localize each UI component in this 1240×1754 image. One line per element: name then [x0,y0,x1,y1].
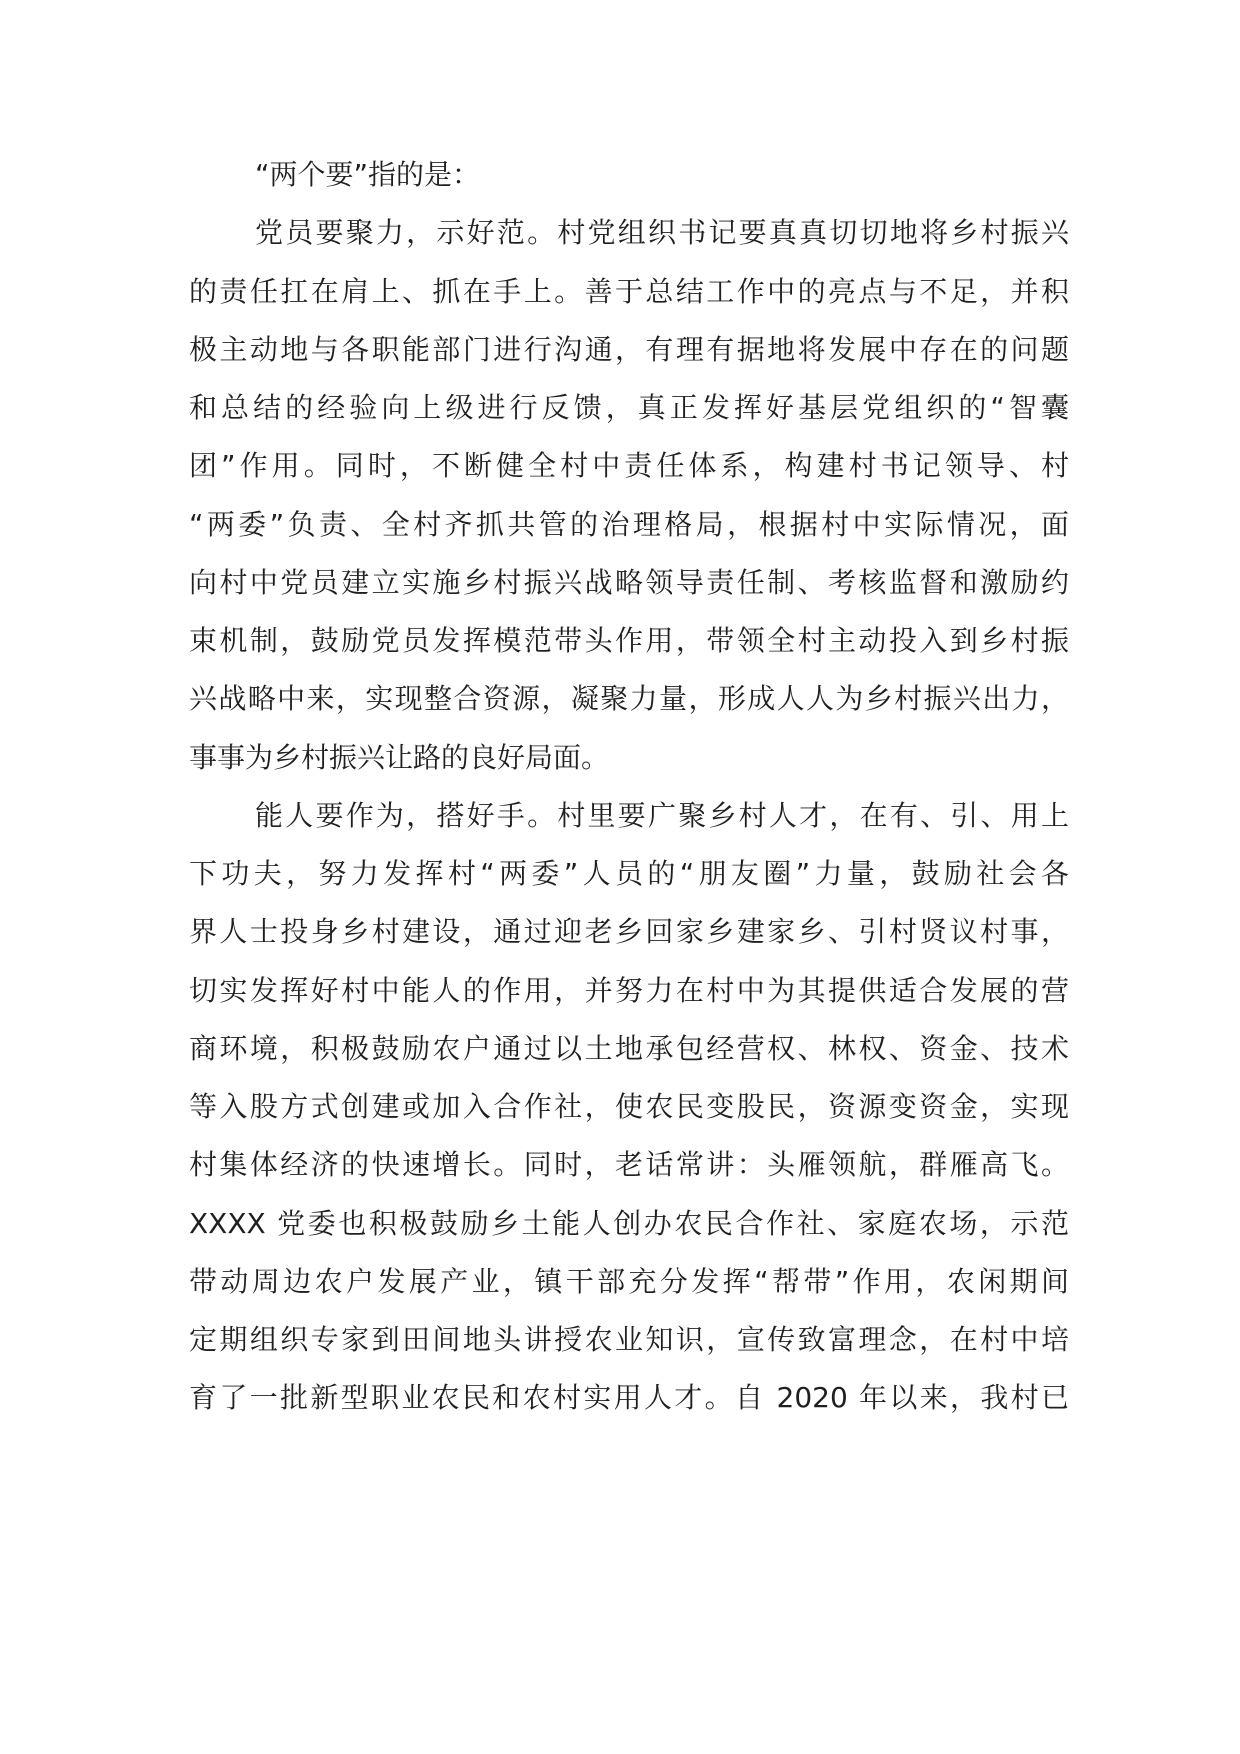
paragraph-1-line-7: 向村中党员建立实施乡村振兴战略领导责任制、考核监督和激励约 [189,566,1069,599]
paragraph-2-line-3: 界人士投身乡村建设，通过迎老乡回家乡建家乡、引村贤议村事， [189,915,1069,948]
paragraph-2-line-2: 下功夫，努力发挥村“两委”人员的“朋友圈”力量，鼓励社会各 [189,857,1069,890]
paragraph-2-line-10: 定期组织专家到田间地头讲授农业知识，宣传致富理念，在村中培 [189,1323,1069,1356]
paragraph-1-line-5: 团”作用。同时，不断健全村中责任体系，构建村书记领导、村 [189,449,1069,482]
paragraph-1-line-3: 极主动地与各职能部门进行沟通，有理有据地将发展中存在的问题 [189,333,1069,366]
paragraph-1-line-8: 束机制，鼓励党员发挥模范带头作用，带领全村主动投入到乡村振 [189,624,1069,657]
paragraph-2-line-11: 育了一批新型职业农民和农村实用人才。自 2020 年以来，我村已 [189,1381,1069,1414]
paragraph-2-line-1: 能人要作为，搭好手。村里要广聚乡村人才，在有、引、用上 [255,799,1069,832]
paragraph-1-line-9: 兴战略中来，实现整合资源，凝聚力量，形成人人为乡村振兴出力， [189,682,1069,715]
paragraph-1-line-4: 和总结的经验向上级进行反馈，真正发挥好基层党组织的“智囊 [189,391,1069,424]
paragraph-1-line-1: 党员要聚力，示好范。村党组织书记要真真切切地将乡村振兴 [255,216,1069,249]
paragraph-2-line-7: 村集体经济的快速增长。同时，老话常讲：头雁领航，群雁高飞。 [189,1148,1069,1181]
paragraph-1-line-10: 事事为乡村振兴让路的良好局面。 [189,741,610,774]
paragraph-2-line-9: 带动周边农户发展产业，镇干部充分发挥“帮带”作用，农闲期间 [189,1265,1069,1298]
paragraph-1-line-2: 的责任扛在肩上、抓在手上。善于总结工作中的亮点与不足，并积 [189,275,1069,308]
heading-line: “两个要”指的是： [255,158,481,191]
paragraph-2-line-5: 商环境，积极鼓励农户通过以土地承包经营权、林权、资金、技术 [189,1032,1069,1065]
paragraph-1-line-6: “两委”负责、全村齐抓共管的治理格局，根据村中实际情况，面 [189,508,1069,541]
paragraph-2-line-4: 切实发挥好村中能人的作用，并努力在村中为其提供适合发展的营 [189,974,1069,1007]
paragraph-2-line-6: 等入股方式创建或加入合作社，使农民变股民，资源变资金，实现 [189,1090,1069,1123]
paragraph-2-line-8: XXXX 党委也积极鼓励乡土能人创办农民合作社、家庭农场，示范 [189,1207,1069,1240]
